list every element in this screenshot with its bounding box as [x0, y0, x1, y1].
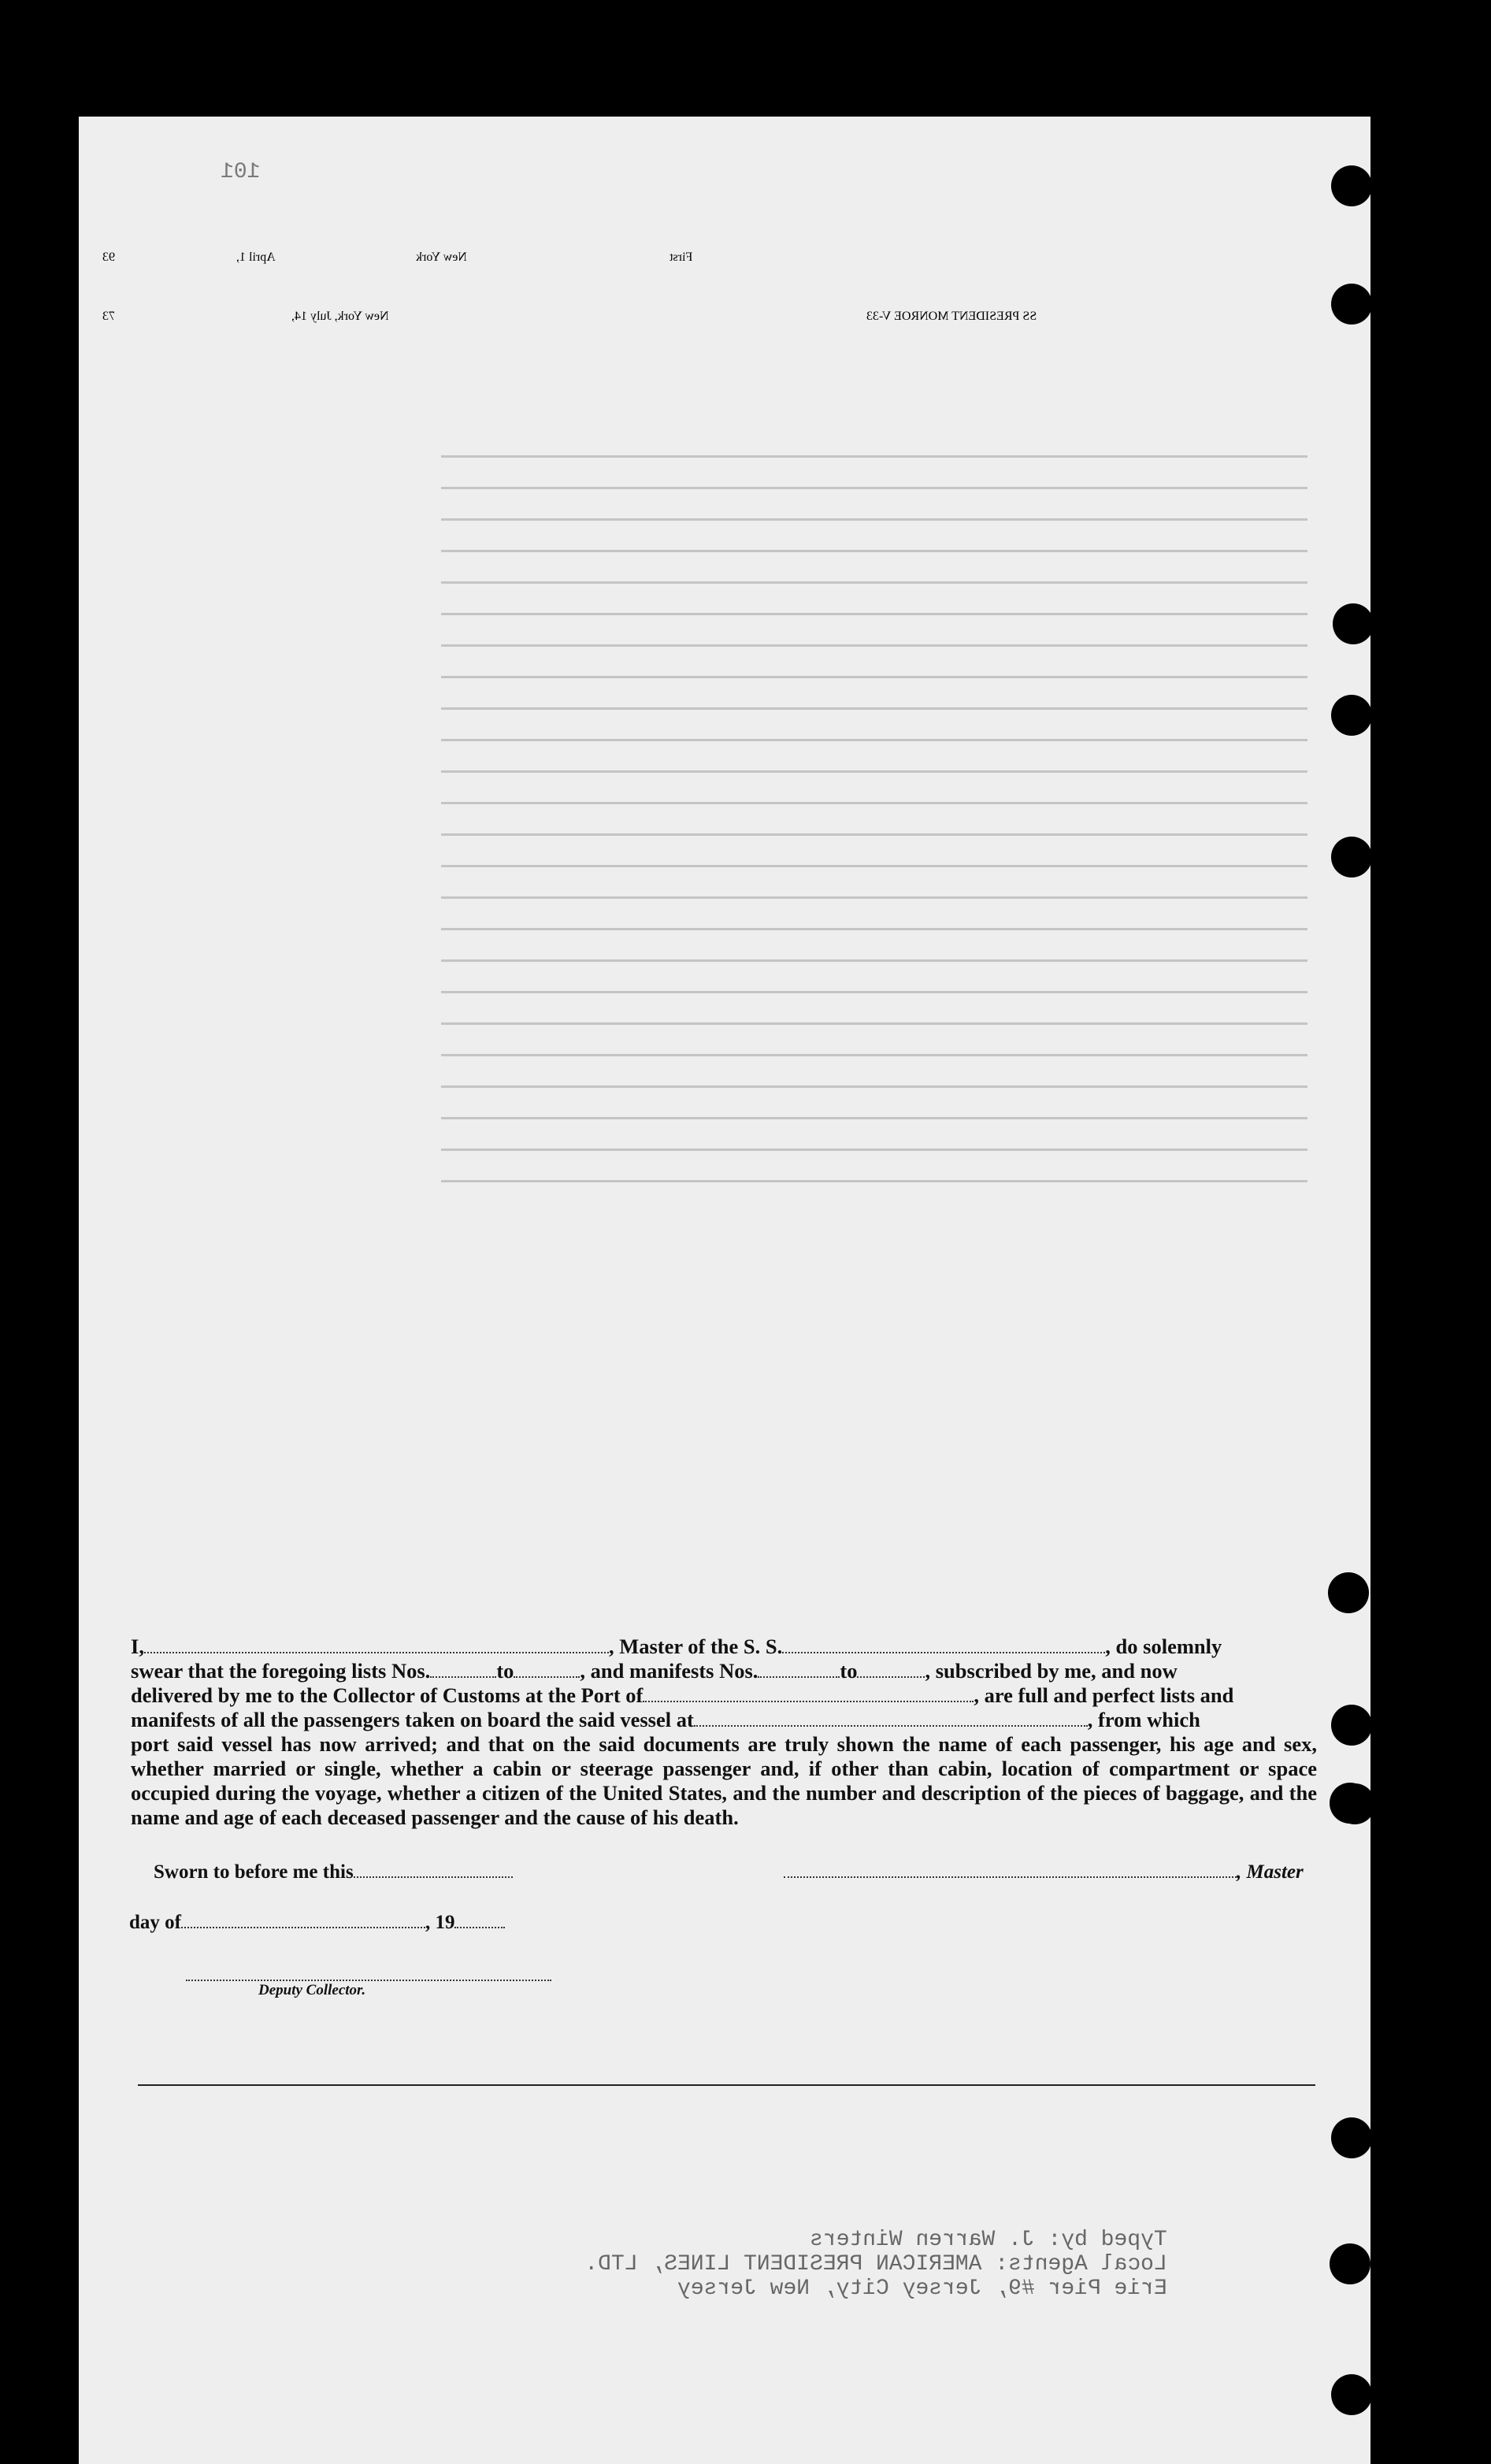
sworn-line: Sworn to before me this: [154, 1859, 513, 1883]
oath-line-4: manifests of all the passengers taken on board the said vessel at , from which: [131, 1708, 1200, 1731]
manifest-page: [79, 117, 1370, 2464]
punch-hole: [1331, 2374, 1372, 2415]
oath-paragraph: [131, 1635, 1317, 1830]
punch-hole: [1331, 165, 1372, 206]
bleed-through-passenger-list: [441, 455, 1307, 1212]
oath-line-1: I, , Master of the S. S. , do solemnly: [131, 1635, 1222, 1658]
bleed-through-footer: Typed by: J. Warren Winters Local Agents: AMERICAN PRESIDENT LINES, LTD. Erie Pier #9, Jersey City, New Jersey: [584, 2228, 1167, 2301]
punch-hole: [1333, 603, 1374, 644]
bleed-through-header-line1: First New York April 1, 93: [102, 250, 693, 264]
punch-hole: [1331, 2117, 1372, 2158]
horizontal-rule: [138, 2084, 1315, 2086]
punch-hole: [1330, 2243, 1370, 2284]
punch-hole: [1328, 1572, 1369, 1613]
punch-hole: [1331, 695, 1372, 736]
deputy-signature-line: [186, 1980, 551, 1981]
master-signature-line: , Master: [784, 1859, 1304, 1883]
bleed-through-page-number: 101: [221, 160, 261, 184]
punch-hole: [1334, 1783, 1375, 1824]
bleed-through-header-line2: SS PRESIDENT MONROE V-33 New York, July 14, 73: [102, 310, 1037, 323]
oath-line-3: delivered by me to the Collector of Customs at the Port of , are full and perfect lists and: [131, 1683, 1234, 1707]
punch-hole: [1331, 1705, 1372, 1746]
oath-body: port said vessel has now arrived; and that on the said documents are truly shown the name of each passenger, his age and sex, whether married or single, whether a cabin or steerage passenger and, if other than cabin, location of compartment or space occupied during the voyage, whether a citizen of the United States, and the number and description of the pieces of baggage, and the name and age of each deceased passenger and the cause of his death.: [131, 1732, 1317, 1829]
day-of-line: day of , 19: [129, 1909, 505, 1934]
punch-hole: [1331, 837, 1372, 878]
oath-line-2: swear that the foregoing lists Nos. to , and manifests Nos. to , subscribed by me, and now: [131, 1659, 1178, 1683]
deputy-collector-label: Deputy Collector.: [258, 1982, 366, 1998]
